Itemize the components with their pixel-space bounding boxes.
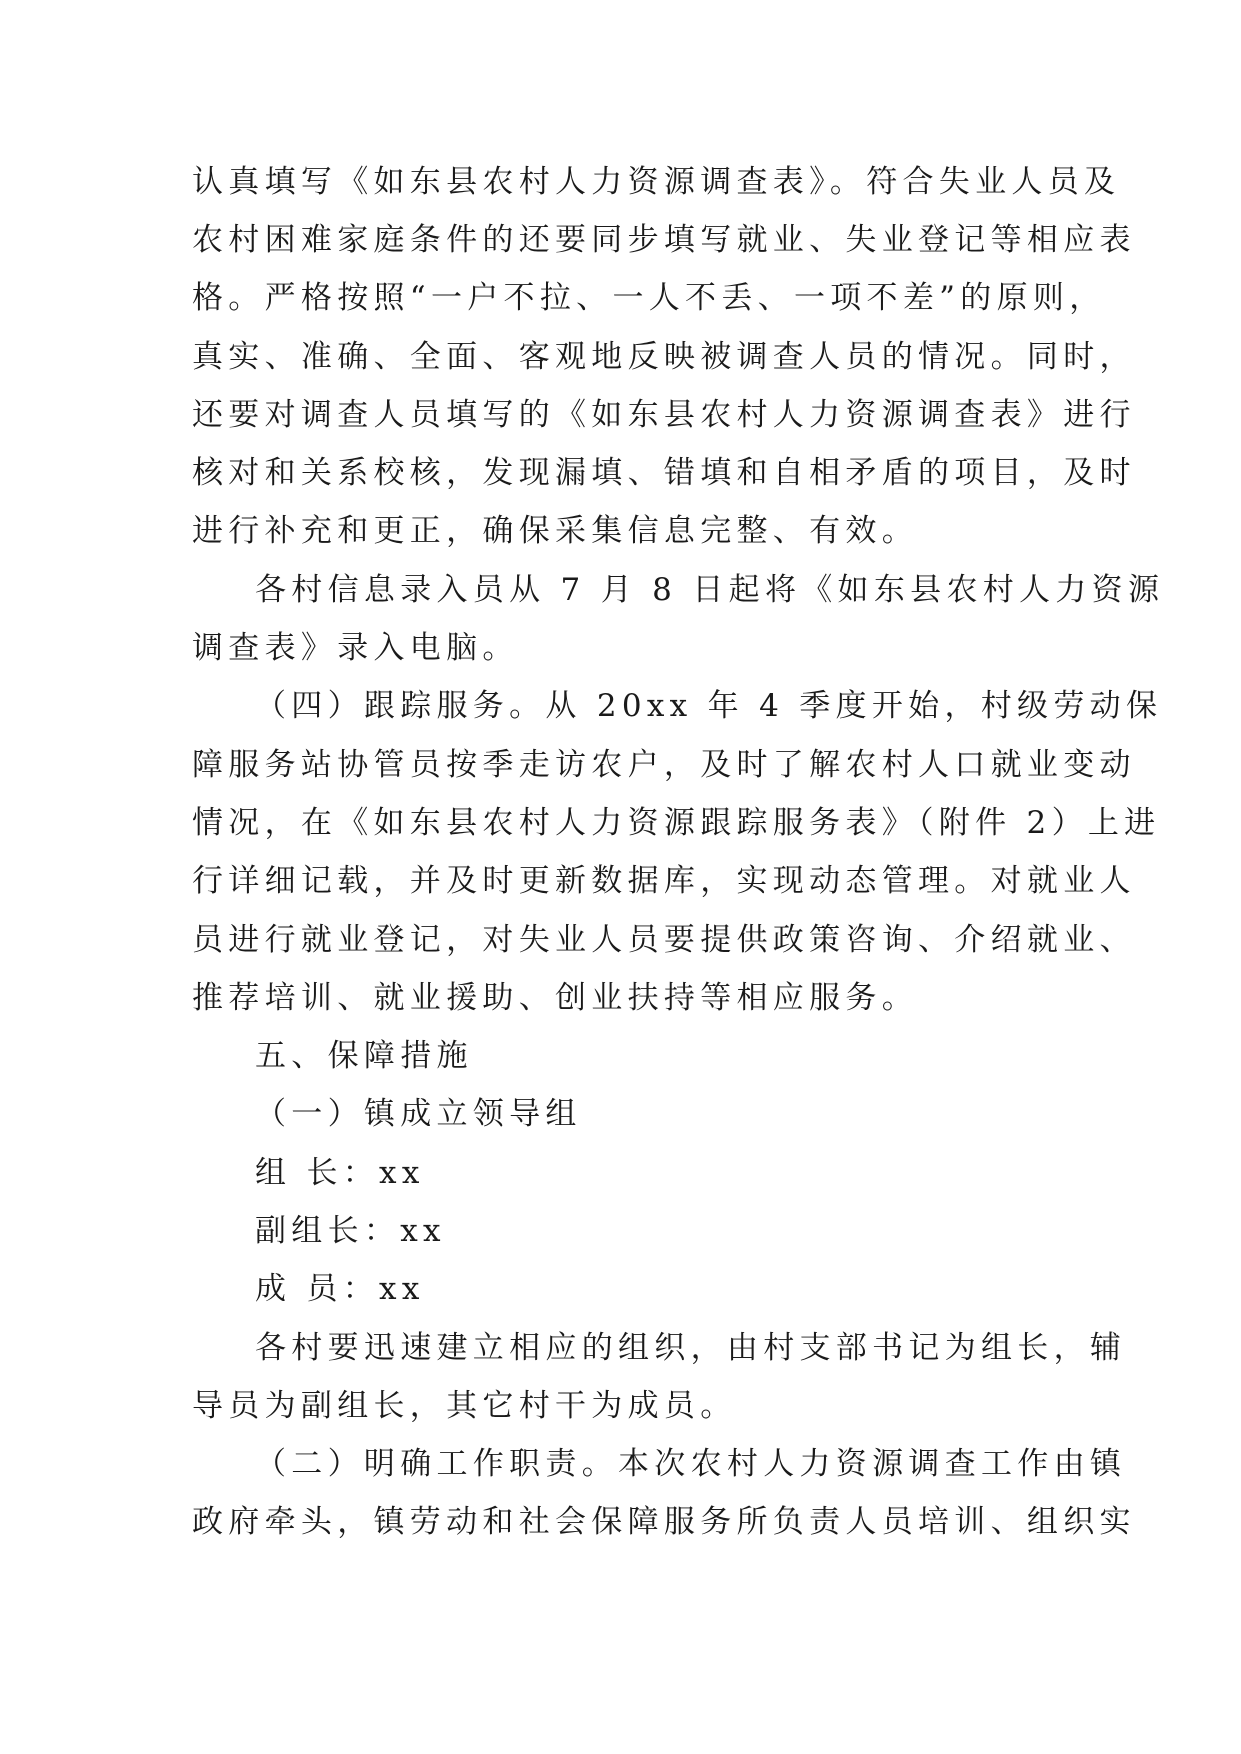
text-line: 认真填写《如东县农村人力资源调查表》。符合失业人员及: [192, 164, 1121, 200]
text-line: （二）明确工作职责。本次农村人力资源调查工作由镇: [255, 1446, 1127, 1482]
subsection-heading: （一）镇成立领导组: [255, 1096, 582, 1132]
text-line: 还要对调查人员填写的《如东县农村人力资源调查表》进行: [192, 397, 1136, 433]
text-line: 核对和关系校核，发现漏填、错填和自相矛盾的项目，及时: [192, 455, 1136, 491]
text-line: 真实、准确、全面、客观地反映被调查人员的情况。同时，: [192, 339, 1136, 375]
text-line: 格。严格按照“一户不拉、一人不丢、一项不差”的原则，: [192, 280, 1106, 316]
text-line: 政府牵头，镇劳动和社会保障服务所负责人员培训、组织实: [192, 1504, 1136, 1540]
text-line: 各村要迅速建立相应的组织，由村支部书记为组长，辅: [255, 1330, 1127, 1366]
text-line: 导员为副组长，其它村干为成员。: [192, 1388, 737, 1424]
text-line: 行详细记载，并及时更新数据库，实现动态管理。对就业人: [192, 863, 1136, 899]
text-line: 推荐培训、就业援助、创业扶持等相应服务。: [192, 980, 918, 1016]
text-line: 各村信息录入员从 7 月 8 日起将《如东县农村人力资源: [255, 572, 1165, 608]
text-line: （四）跟踪服务。从 20xx 年 4 季度开始，村级劳动保: [255, 688, 1163, 724]
text-line: 进行补充和更正，确保采集信息完整、有效。: [192, 513, 918, 549]
text-line: 副组长：xx: [255, 1213, 446, 1249]
text-line: 情况，在《如东县农村人力资源跟踪服务表》（附件 2）上进: [192, 805, 1161, 841]
section-heading: 五、保障措施: [255, 1038, 473, 1074]
text-line: 农村困难家庭条件的还要同步填写就业、失业登记等相应表: [192, 222, 1136, 258]
text-line: 调查表》录入电脑。: [192, 630, 519, 666]
text-line: 障服务站协管员按季走访农户，及时了解农村人口就业变动: [192, 747, 1136, 783]
text-line: 员进行就业登记，对失业人员要提供政策咨询、介绍就业、: [192, 922, 1136, 958]
text-line: 成 员：xx: [255, 1271, 425, 1307]
text-line: 组 长：xx: [255, 1155, 425, 1191]
